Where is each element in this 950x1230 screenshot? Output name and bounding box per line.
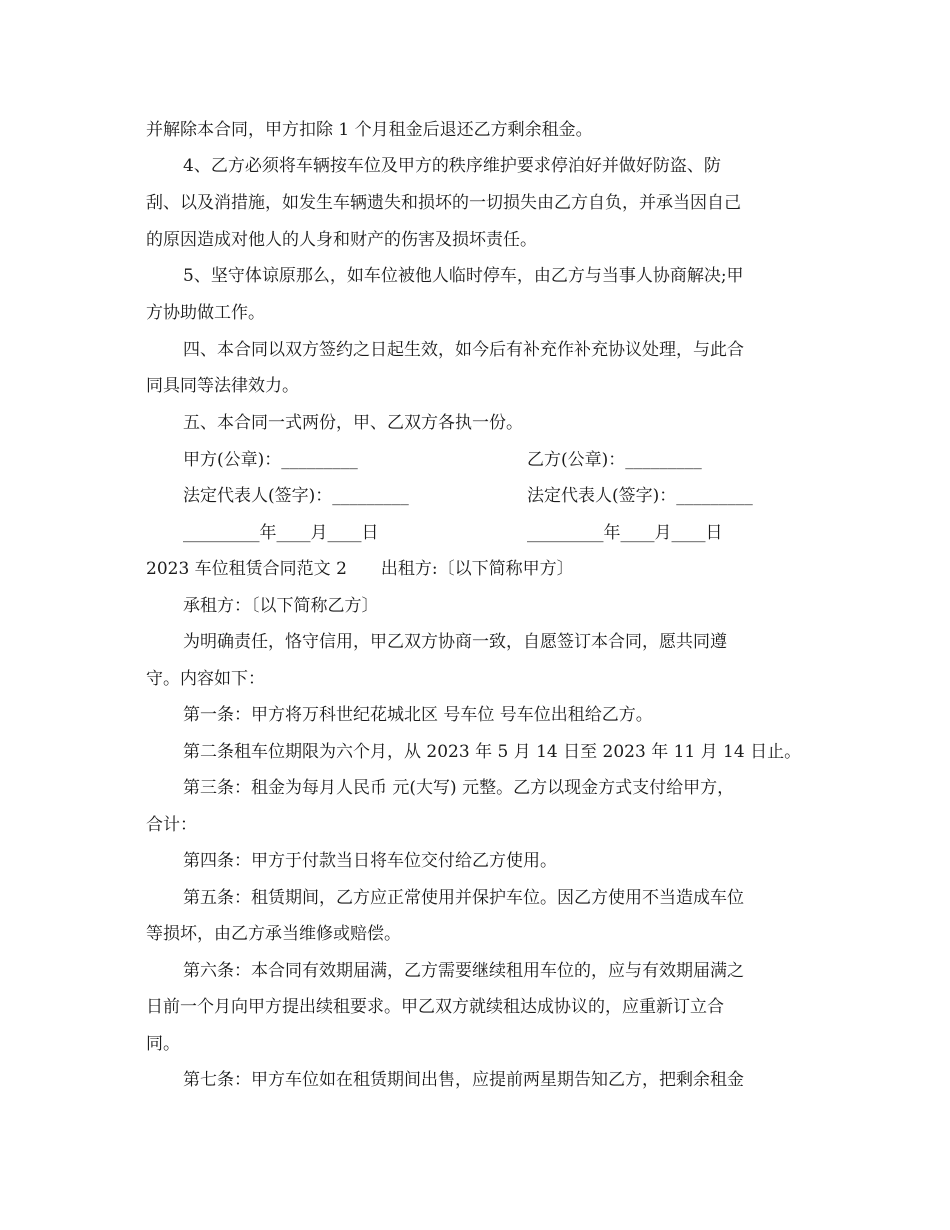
paragraph-line: 五、本合同一式两份，甲、乙双方各执一份。 (183, 413, 523, 433)
paragraph-line: 第五条：租赁期间，乙方应正常使用并保护车位。因乙方使用不当造成车位 (183, 888, 744, 908)
paragraph-line: 等损坏，由乙方承当维修或赔偿。 (146, 924, 401, 944)
paragraph-line: 守。内容如下： (146, 669, 265, 689)
paragraph-line: 为明确责任，恪守信用，甲乙双方协商一致，自愿签订本合同，愿共同遵 (183, 632, 727, 652)
signature-rep-a: 法定代表人(签字)：_________ (183, 486, 409, 506)
paragraph-line: 第四条：甲方于付款当日将车位交付给乙方使用。 (183, 851, 557, 871)
signature-party-b-seal: 乙方(公章)：_________ (527, 450, 702, 470)
paragraph-line: 第七条：甲方车位如在租赁期间出售，应提前两星期告知乙方，把剩余租金 (183, 1070, 744, 1090)
paragraph-line: 承租方：〔以下简称乙方〕 (183, 596, 379, 616)
paragraph-line: 5、坚守体谅原那么，如车位被他人临时停车，由乙方与当事人协商解决;甲 (183, 266, 744, 286)
paragraph-line: 并解除本合同，甲方扣除 1 个月租金后退还乙方剩余租金。 (146, 120, 593, 140)
signature-date-a: _________年____月____日 (183, 523, 379, 543)
paragraph-line: 日前一个月向甲方提出续租要求。甲乙双方就续租达成协议的，应重新订立合 (146, 997, 724, 1017)
paragraph-line: 刮、以及消措施，如发生车辆遗失和损坏的一切损失由乙方自负，并承当因自己 (146, 193, 741, 213)
signature-party-a-seal: 甲方(公章)：_________ (183, 450, 358, 470)
paragraph-line: 同具同等法律效力。 (146, 376, 299, 396)
paragraph-line: 同。 (146, 1034, 180, 1054)
paragraph-line: 第一条：甲方将万科世纪花城北区 号车位 号车位出租给乙方。 (183, 705, 653, 725)
paragraph-line: 第二条租车位期限为六个月，从 2023 年 5 月 14 日至 2023 年 11 月 14 日止。 (183, 742, 802, 762)
section-heading: 2023 车位租赁合同范文 2 出租方:〔以下简称甲方〕 (146, 559, 574, 579)
paragraph-line: 方协助做工作。 (146, 303, 265, 323)
paragraph-line: 的原因造成对他人的人身和财产的伤害及损坏责任。 (146, 230, 537, 250)
paragraph-line: 第三条：租金为每月人民币 元(大写) 元整。乙方以现金方式支付给甲方， (183, 778, 735, 798)
paragraph-line: 四、本合同以双方签约之日起生效，如今后有补充作补充协议处理，与此合 (183, 340, 744, 360)
paragraph-line: 4、乙方必须将车辆按车位及甲方的秩序维护要求停泊好并做好防盗、防 (183, 156, 721, 176)
paragraph-line: 第六条：本合同有效期届满，乙方需要继续租用车位的，应与有效期届满之 (183, 961, 744, 981)
signature-date-b: _________年____月____日 (527, 523, 723, 543)
paragraph-line: 合计： (146, 815, 197, 835)
signature-rep-b: 法定代表人(签字)：_________ (527, 486, 753, 506)
